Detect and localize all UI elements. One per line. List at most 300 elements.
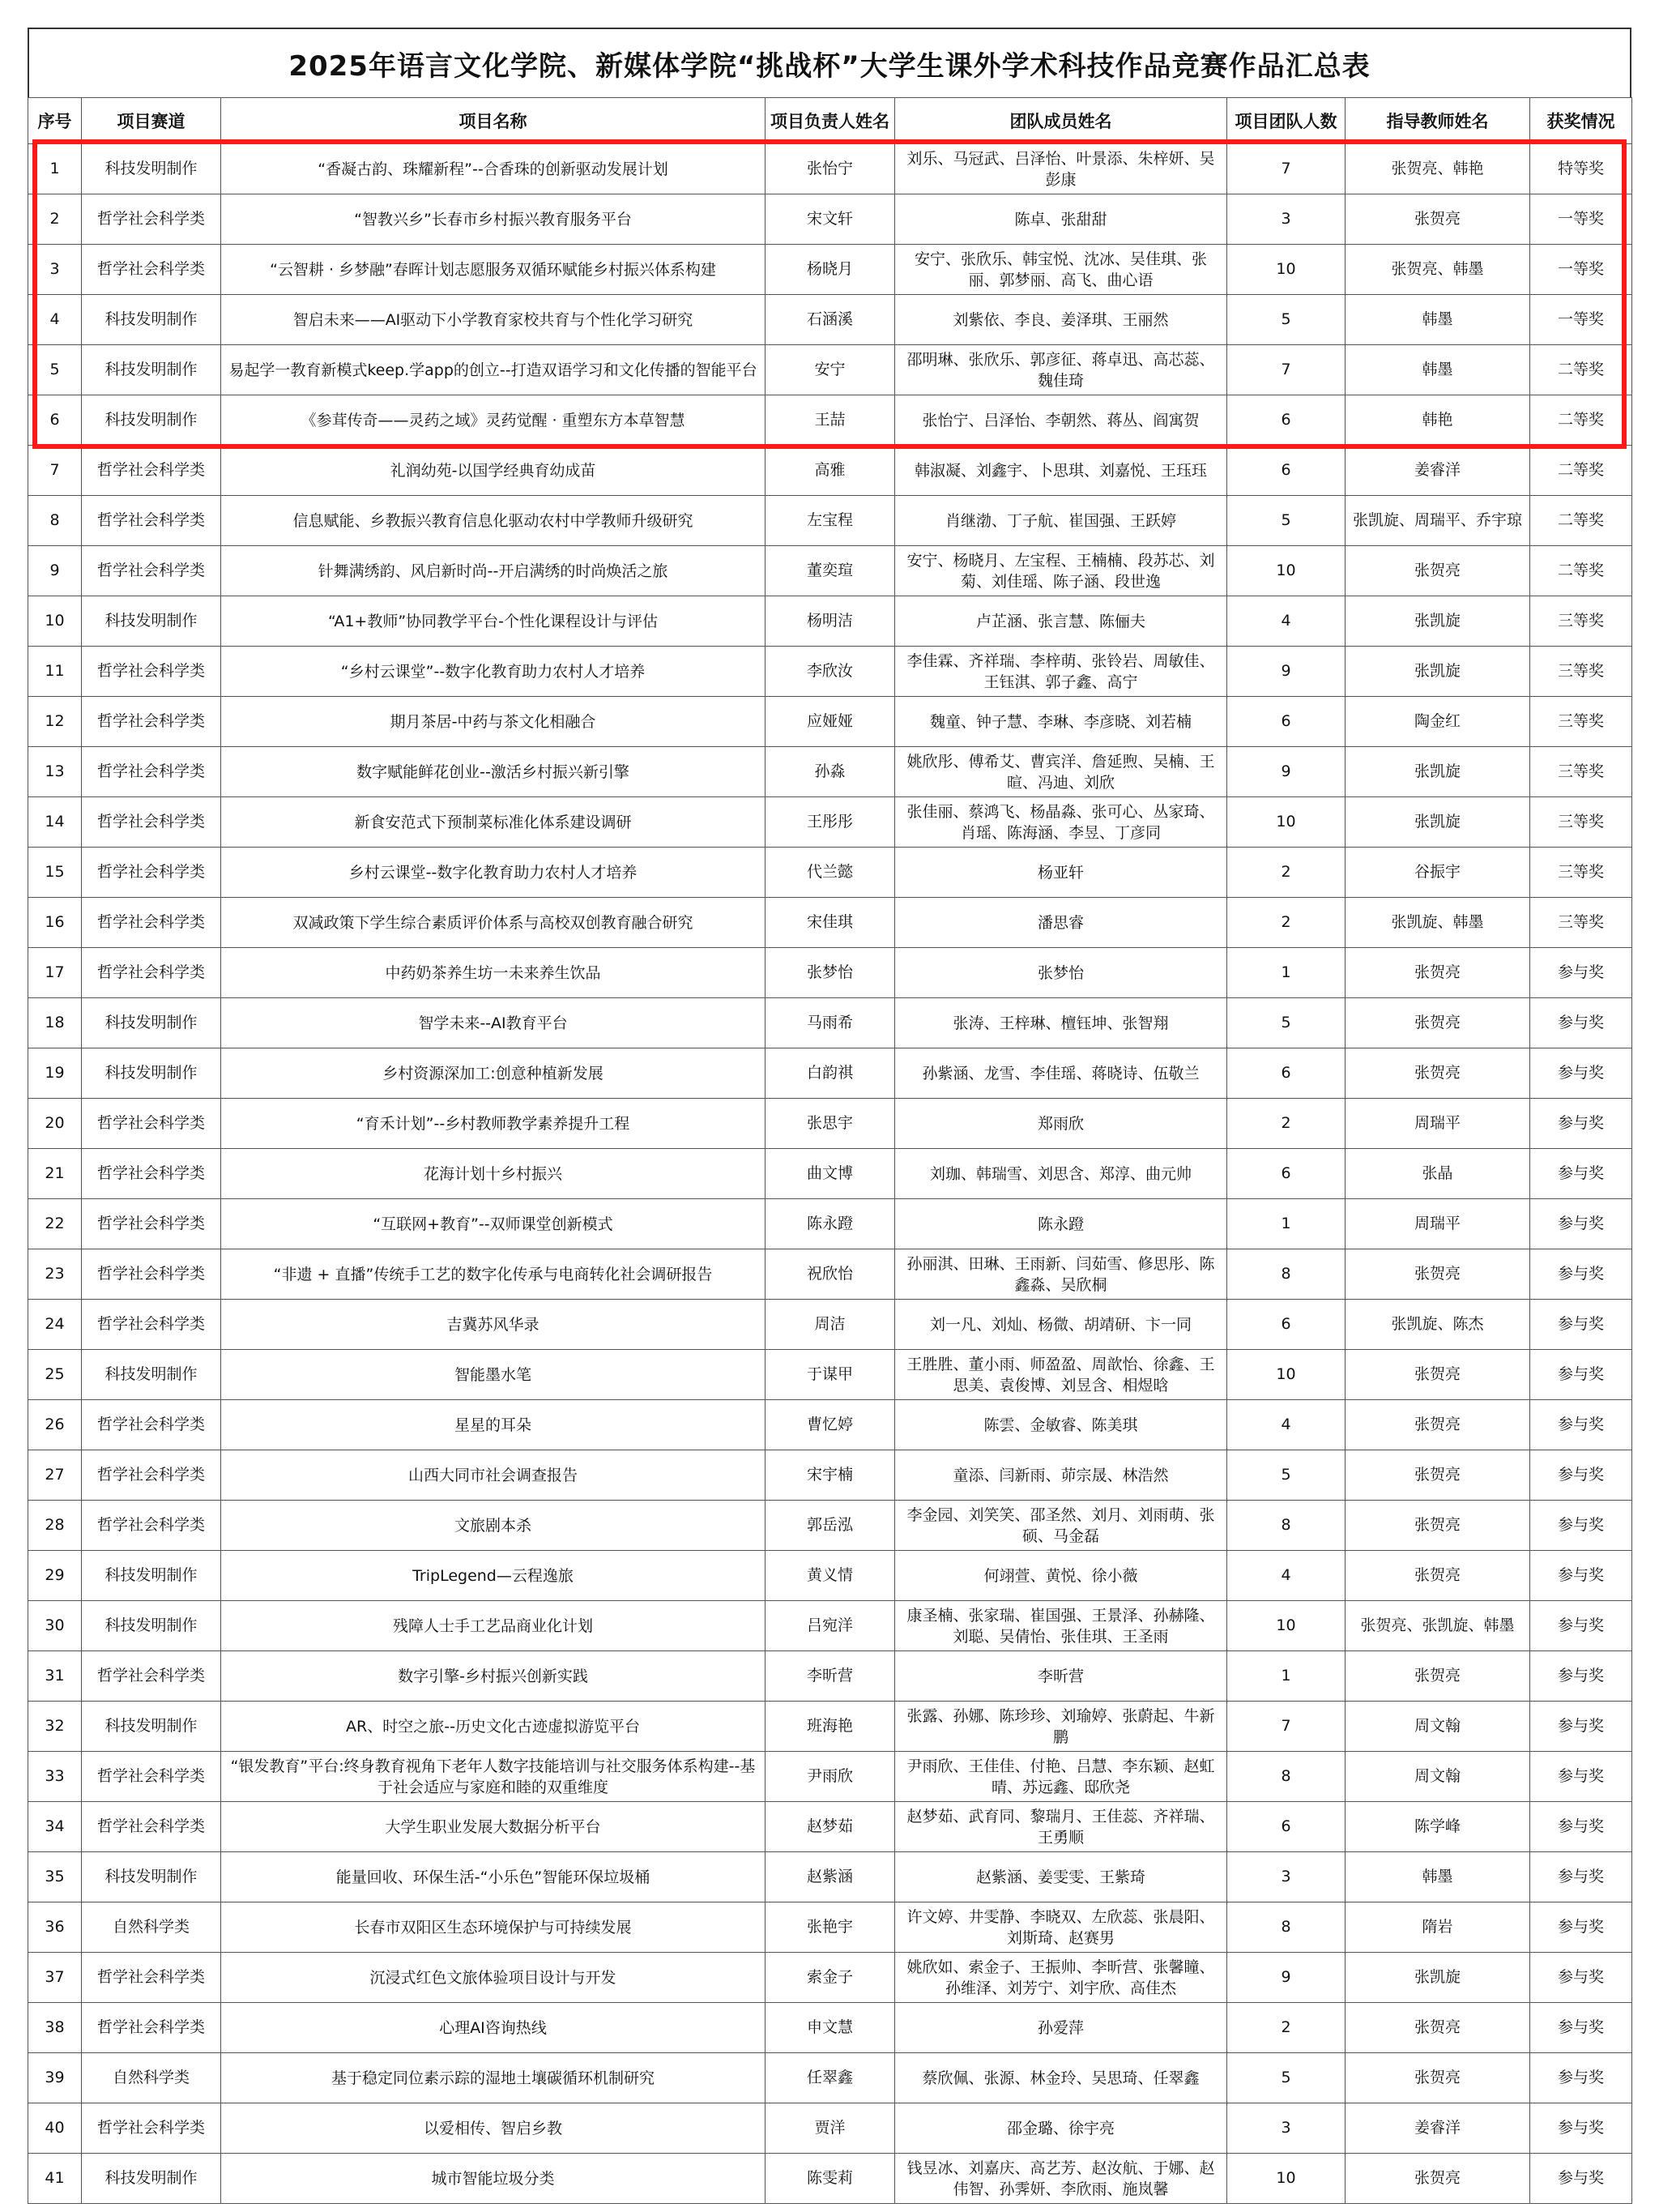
cell-track: 科技发明制作	[82, 2154, 221, 2204]
cell-advisor: 韩艳	[1346, 395, 1530, 446]
summary-table	[28, 97, 1632, 2204]
cell-track: 哲学社会科学类	[82, 1249, 221, 1300]
cell-members: 陈永蹬	[895, 1199, 1227, 1249]
cell-members: 李金园、刘笑笑、邵圣然、刘月、刘雨萌、张硕、马金磊	[895, 1501, 1227, 1551]
cell-award: 参与奖	[1530, 1048, 1632, 1099]
cell-project-name: 星星的耳朵	[221, 1400, 766, 1450]
cell-leader: 申文慧	[766, 2003, 895, 2053]
cell-advisor: 姜睿洋	[1346, 446, 1530, 496]
cell-track: 哲学社会科学类	[82, 1149, 221, 1199]
cell-team-size: 3	[1227, 2103, 1346, 2154]
cell-no: 18	[28, 998, 82, 1048]
cell-no: 33	[28, 1752, 82, 1802]
table-row	[28, 596, 1632, 647]
cell-members: 张涛、王梓琳、檀钰坤、张智翔	[895, 998, 1227, 1048]
cell-award: 二等奖	[1530, 546, 1632, 596]
cell-track: 科技发明制作	[82, 395, 221, 446]
table-row	[28, 1702, 1632, 1752]
table-row	[28, 848, 1632, 898]
cell-advisor: 张贺亮、韩墨	[1346, 245, 1530, 295]
cell-members: 李昕营	[895, 1651, 1227, 1702]
cell-advisor: 张凯旋	[1346, 747, 1530, 797]
cell-track: 哲学社会科学类	[82, 697, 221, 747]
cell-advisor: 张贺亮	[1346, 1400, 1530, 1450]
cell-no: 38	[28, 2003, 82, 2053]
cell-members: 邵明琳、张欣乐、郭彦征、蒋卓迅、高芯蕊、魏佳琦	[895, 345, 1227, 395]
cell-no: 16	[28, 898, 82, 948]
cell-team-size: 10	[1227, 1350, 1346, 1400]
cell-award: 一等奖	[1530, 295, 1632, 345]
cell-team-size: 8	[1227, 1902, 1346, 1953]
cell-award: 参与奖	[1530, 1099, 1632, 1149]
cell-track: 科技发明制作	[82, 1601, 221, 1651]
cell-members: 魏童、钟子慧、李琳、李彦晓、刘若楠	[895, 697, 1227, 747]
cell-members: 许文婷、井雯静、李晓双、左欣蕊、张晨阳、刘斯琦、赵赛男	[895, 1902, 1227, 1953]
award-summary-sheet	[28, 28, 1631, 2204]
cell-members: 李佳霖、齐祥瑞、李梓萌、张铃岩、周敏佳、王钰淇、郭子鑫、高宁	[895, 647, 1227, 697]
cell-project-name: 以爱相传、智启乡教	[221, 2103, 766, 2154]
cell-members: 孙爱萍	[895, 2003, 1227, 2053]
table-row	[28, 1149, 1632, 1199]
cell-leader: 张梦怡	[766, 948, 895, 998]
cell-advisor: 张贺亮	[1346, 1450, 1530, 1501]
cell-no: 39	[28, 2053, 82, 2103]
cell-leader: 孙淼	[766, 747, 895, 797]
cell-award: 参与奖	[1530, 2053, 1632, 2103]
cell-team-size: 7	[1227, 144, 1346, 194]
table-row	[28, 1802, 1632, 1852]
cell-no: 15	[28, 848, 82, 898]
table-row	[28, 797, 1632, 848]
cell-project-name: “育禾计划”--乡村教师教学素养提升工程	[221, 1099, 766, 1149]
table-row	[28, 2154, 1632, 2204]
cell-award: 参与奖	[1530, 1149, 1632, 1199]
cell-members: 张梦怡	[895, 948, 1227, 998]
cell-track: 哲学社会科学类	[82, 898, 221, 948]
cell-team-size: 4	[1227, 1400, 1346, 1450]
cell-no: 2	[28, 194, 82, 245]
table-row	[28, 1551, 1632, 1601]
cell-team-size: 6	[1227, 1300, 1346, 1350]
cell-leader: 代兰懿	[766, 848, 895, 898]
cell-leader: 王喆	[766, 395, 895, 446]
cell-project-name: 针舞满绣韵、风启新时尚--开启满绣的时尚焕活之旅	[221, 546, 766, 596]
cell-advisor: 韩墨	[1346, 345, 1530, 395]
cell-advisor: 张贺亮	[1346, 1501, 1530, 1551]
cell-team-size: 10	[1227, 797, 1346, 848]
cell-award: 三等奖	[1530, 848, 1632, 898]
cell-advisor: 姜睿洋	[1346, 2103, 1530, 2154]
cell-award: 二等奖	[1530, 395, 1632, 446]
cell-leader: 高雅	[766, 446, 895, 496]
cell-members: 钱昱冰、刘嘉庆、高艺芳、赵汝航、于娜、赵伟智、孙霁妍、李欣雨、施岚馨	[895, 2154, 1227, 2204]
cell-award: 参与奖	[1530, 1450, 1632, 1501]
cell-leader: 索金子	[766, 1953, 895, 2003]
cell-advisor: 张凯旋、周瑞平、乔宇琼	[1346, 496, 1530, 546]
cell-track: 哲学社会科学类	[82, 848, 221, 898]
cell-leader: 张怡宁	[766, 144, 895, 194]
cell-award: 参与奖	[1530, 1350, 1632, 1400]
cell-project-name: 乡村云课堂--数字化教育助力农村人才培养	[221, 848, 766, 898]
cell-advisor: 张凯旋	[1346, 596, 1530, 647]
table-row	[28, 345, 1632, 395]
table-row	[28, 647, 1632, 697]
cell-no: 22	[28, 1199, 82, 1249]
table-row	[28, 194, 1632, 245]
cell-no: 37	[28, 1953, 82, 2003]
cell-track: 哲学社会科学类	[82, 1501, 221, 1551]
cell-award: 参与奖	[1530, 1852, 1632, 1902]
cell-leader: 周洁	[766, 1300, 895, 1350]
cell-track: 科技发明制作	[82, 144, 221, 194]
cell-no: 19	[28, 1048, 82, 1099]
cell-project-name: 数字引擎-乡村振兴创新实践	[221, 1651, 766, 1702]
cell-track: 哲学社会科学类	[82, 948, 221, 998]
cell-project-name: 智学未来--AI教育平台	[221, 998, 766, 1048]
cell-project-name: 残障人士手工艺品商业化计划	[221, 1601, 766, 1651]
cell-award: 参与奖	[1530, 1601, 1632, 1651]
table-row	[28, 2003, 1632, 2053]
cell-team-size: 2	[1227, 1099, 1346, 1149]
cell-leader: 马雨希	[766, 998, 895, 1048]
cell-project-name: 信息赋能、乡教振兴教育信息化驱动农村中学教师升级研究	[221, 496, 766, 546]
cell-leader: 宋文轩	[766, 194, 895, 245]
cell-no: 4	[28, 295, 82, 345]
cell-team-size: 6	[1227, 395, 1346, 446]
cell-leader: 于谋甲	[766, 1350, 895, 1400]
cell-award: 参与奖	[1530, 1651, 1632, 1702]
cell-leader: 左宝程	[766, 496, 895, 546]
header-project-name: 项目名称	[221, 98, 766, 144]
cell-team-size: 1	[1227, 1199, 1346, 1249]
cell-no: 1	[28, 144, 82, 194]
cell-advisor: 张贺亮	[1346, 1249, 1530, 1300]
table-header-row	[28, 98, 1632, 144]
cell-track: 科技发明制作	[82, 596, 221, 647]
cell-track: 哲学社会科学类	[82, 546, 221, 596]
cell-project-name: 智能墨水笔	[221, 1350, 766, 1400]
cell-track: 哲学社会科学类	[82, 647, 221, 697]
cell-team-size: 2	[1227, 2003, 1346, 2053]
cell-members: 赵梦茹、武育同、黎瑞月、王佳蕊、齐祥瑞、王勇顺	[895, 1802, 1227, 1852]
cell-project-name: 文旅剧本杀	[221, 1501, 766, 1551]
cell-award: 参与奖	[1530, 1902, 1632, 1953]
cell-leader: 张思宇	[766, 1099, 895, 1149]
cell-no: 25	[28, 1350, 82, 1400]
cell-members: 刘乐、马冠武、吕泽怡、叶景添、朱梓妍、吴彭康	[895, 144, 1227, 194]
header-members: 团队成员姓名	[895, 98, 1227, 144]
header-leader: 项目负责人姓名	[766, 98, 895, 144]
table-row	[28, 1752, 1632, 1802]
cell-award: 参与奖	[1530, 2103, 1632, 2154]
cell-advisor: 张贺亮	[1346, 194, 1530, 245]
cell-award: 参与奖	[1530, 1551, 1632, 1601]
cell-advisor: 周文翰	[1346, 1702, 1530, 1752]
cell-no: 17	[28, 948, 82, 998]
cell-advisor: 张晶	[1346, 1149, 1530, 1199]
cell-members: 康圣楠、张家瑞、崔国强、王景泽、孙赫隆、刘聪、吴倩怡、张佳琪、王圣雨	[895, 1601, 1227, 1651]
cell-team-size: 2	[1227, 898, 1346, 948]
cell-leader: 班海艳	[766, 1702, 895, 1752]
cell-award: 二等奖	[1530, 446, 1632, 496]
table-row	[28, 1199, 1632, 1249]
cell-track: 哲学社会科学类	[82, 1450, 221, 1501]
cell-award: 参与奖	[1530, 1400, 1632, 1450]
cell-award: 二等奖	[1530, 345, 1632, 395]
cell-leader: 赵紫涵	[766, 1852, 895, 1902]
cell-members: 陈雲、金敏睿、陈美琪	[895, 1400, 1227, 1450]
cell-no: 24	[28, 1300, 82, 1350]
cell-advisor: 韩墨	[1346, 1852, 1530, 1902]
cell-team-size: 8	[1227, 1501, 1346, 1551]
cell-members: 陈卓、张甜甜	[895, 194, 1227, 245]
cell-track: 自然科学类	[82, 2053, 221, 2103]
cell-team-size: 3	[1227, 1852, 1346, 1902]
cell-advisor: 周瑞平	[1346, 1099, 1530, 1149]
cell-advisor: 陈学峰	[1346, 1802, 1530, 1852]
cell-leader: 尹雨欣	[766, 1752, 895, 1802]
cell-award: 参与奖	[1530, 948, 1632, 998]
cell-members: 张佳丽、蔡鸿飞、杨晶淼、张可心、丛家琦、肖瑶、陈海涵、李昱、丁彦同	[895, 797, 1227, 848]
cell-project-name: 城市智能垃圾分类	[221, 2154, 766, 2204]
cell-members: 童添、闫新雨、茆宗晟、林浩然	[895, 1450, 1227, 1501]
cell-team-size: 3	[1227, 194, 1346, 245]
cell-members: 刘一凡、刘灿、杨微、胡靖研、卞一同	[895, 1300, 1227, 1350]
cell-advisor: 张贺亮	[1346, 1551, 1530, 1601]
table-row	[28, 1902, 1632, 1953]
cell-members: 姚欣彤、傅希艾、曹宾洋、詹延煦、吴楠、王暄、冯迪、刘欣	[895, 747, 1227, 797]
cell-track: 科技发明制作	[82, 1852, 221, 1902]
cell-no: 31	[28, 1651, 82, 1702]
cell-team-size: 4	[1227, 596, 1346, 647]
cell-project-name: 花海计划十乡村振兴	[221, 1149, 766, 1199]
cell-team-size: 5	[1227, 496, 1346, 546]
cell-project-name: “A1+教师”协同教学平台-个性化课程设计与评估	[221, 596, 766, 647]
cell-project-name: “非遗 + 直播”传统手工艺的数字化传承与电商转化社会调研报告	[221, 1249, 766, 1300]
cell-track: 哲学社会科学类	[82, 446, 221, 496]
cell-leader: 白韵祺	[766, 1048, 895, 1099]
cell-leader: 曹忆婷	[766, 1400, 895, 1450]
cell-team-size: 5	[1227, 998, 1346, 1048]
cell-leader: 郭岳泓	[766, 1501, 895, 1551]
cell-track: 哲学社会科学类	[82, 1752, 221, 1802]
cell-project-name: AR、时空之旅--历史文化古迹虚拟游览平台	[221, 1702, 766, 1752]
cell-no: 13	[28, 747, 82, 797]
cell-track: 科技发明制作	[82, 1048, 221, 1099]
cell-track: 哲学社会科学类	[82, 1199, 221, 1249]
cell-advisor: 张贺亮、韩艳	[1346, 144, 1530, 194]
cell-no: 30	[28, 1601, 82, 1651]
cell-track: 哲学社会科学类	[82, 1953, 221, 2003]
cell-members: 肖继渤、丁子航、崔国强、王跃婷	[895, 496, 1227, 546]
cell-project-name: 易起学一教育新模式keep.学app的创立--打造双语学习和文化传播的智能平台	[221, 345, 766, 395]
table-row	[28, 1651, 1632, 1702]
cell-team-size: 10	[1227, 546, 1346, 596]
cell-project-name: 能量回收、环保生活-“小乐色”智能环保垃圾桶	[221, 1852, 766, 1902]
cell-project-name: 期月茶居-中药与茶文化相融合	[221, 697, 766, 747]
cell-advisor: 隋岩	[1346, 1902, 1530, 1953]
cell-advisor: 张凯旋	[1346, 797, 1530, 848]
cell-no: 35	[28, 1852, 82, 1902]
cell-leader: 董奕瑄	[766, 546, 895, 596]
table-row	[28, 1501, 1632, 1551]
cell-team-size: 5	[1227, 295, 1346, 345]
cell-no: 32	[28, 1702, 82, 1752]
cell-team-size: 10	[1227, 1601, 1346, 1651]
cell-advisor: 张凯旋、陈杰	[1346, 1300, 1530, 1350]
cell-advisor: 韩墨	[1346, 295, 1530, 345]
cell-no: 5	[28, 345, 82, 395]
cell-track: 哲学社会科学类	[82, 1802, 221, 1852]
cell-project-name: 大学生职业发展大数据分析平台	[221, 1802, 766, 1852]
cell-project-name: 智启未来——AI驱动下小学教育家校共育与个性化学习研究	[221, 295, 766, 345]
cell-leader: 张艳宇	[766, 1902, 895, 1953]
cell-track: 科技发明制作	[82, 1350, 221, 1400]
cell-members: 刘紫依、李良、姜泽琪、王丽然	[895, 295, 1227, 345]
cell-award: 三等奖	[1530, 647, 1632, 697]
cell-award: 一等奖	[1530, 245, 1632, 295]
cell-no: 12	[28, 697, 82, 747]
cell-team-size: 1	[1227, 948, 1346, 998]
cell-award: 参与奖	[1530, 1300, 1632, 1350]
cell-members: 张怡宁、吕泽怡、李朝然、蒋丛、阎寓贺	[895, 395, 1227, 446]
cell-project-name: “银发教育”平台:终身教育视角下老年人数字技能培训与社交服务体系构建--基于社会适应与家庭和睦的双重维度	[221, 1752, 766, 1802]
cell-project-name: “香凝古韵、珠耀新程”--合香珠的创新驱动发展计划	[221, 144, 766, 194]
cell-team-size: 4	[1227, 1551, 1346, 1601]
cell-no: 9	[28, 546, 82, 596]
table-row	[28, 898, 1632, 948]
cell-members: 刘珈、韩瑞雪、刘思含、郑淳、曲元帅	[895, 1149, 1227, 1199]
cell-members: 杨亚轩	[895, 848, 1227, 898]
cell-team-size: 5	[1227, 2053, 1346, 2103]
header-advisor: 指导教师姓名	[1346, 98, 1530, 144]
table-row	[28, 1249, 1632, 1300]
cell-team-size: 6	[1227, 1048, 1346, 1099]
cell-no: 26	[28, 1400, 82, 1450]
cell-team-size: 10	[1227, 2154, 1346, 2204]
cell-award: 参与奖	[1530, 998, 1632, 1048]
cell-track: 科技发明制作	[82, 1551, 221, 1601]
cell-leader: 安宁	[766, 345, 895, 395]
cell-no: 28	[28, 1501, 82, 1551]
cell-no: 36	[28, 1902, 82, 1953]
cell-members: 尹雨欣、王佳佳、付艳、吕慧、李东颖、赵虹晴、苏远鑫、邸欣尧	[895, 1752, 1227, 1802]
cell-advisor: 张贺亮	[1346, 998, 1530, 1048]
cell-leader: 任翠鑫	[766, 2053, 895, 2103]
cell-team-size: 9	[1227, 647, 1346, 697]
cell-leader: 赵梦茹	[766, 1802, 895, 1852]
cell-advisor: 张贺亮	[1346, 2053, 1530, 2103]
cell-award: 三等奖	[1530, 898, 1632, 948]
cell-no: 11	[28, 647, 82, 697]
cell-award: 参与奖	[1530, 1501, 1632, 1551]
cell-track: 哲学社会科学类	[82, 2003, 221, 2053]
cell-advisor: 谷振宇	[1346, 848, 1530, 898]
cell-team-size: 8	[1227, 1249, 1346, 1300]
cell-members: 姚欣如、索金子、王振帅、李昕营、张馨瞳、孙维泽、刘芳宁、刘宇欣、高佳杰	[895, 1953, 1227, 2003]
cell-members: 何翊萱、黄悦、徐小薇	[895, 1551, 1227, 1601]
table-row	[28, 2053, 1632, 2103]
cell-leader: 应娅娅	[766, 697, 895, 747]
cell-members: 张露、孙娜、陈珍珍、刘瑜婷、张蔚起、牛新鹏	[895, 1702, 1227, 1752]
cell-leader: 黄义情	[766, 1551, 895, 1601]
cell-track: 哲学社会科学类	[82, 1400, 221, 1450]
cell-track: 自然科学类	[82, 1902, 221, 1953]
cell-advisor: 张贺亮	[1346, 1651, 1530, 1702]
cell-project-name: 基于稳定同位素示踪的湿地土壤碳循环机制研究	[221, 2053, 766, 2103]
cell-leader: 王彤彤	[766, 797, 895, 848]
cell-no: 6	[28, 395, 82, 446]
cell-team-size: 8	[1227, 1752, 1346, 1802]
cell-project-name: 新食安范式下预制菜标准化体系建设调研	[221, 797, 766, 848]
cell-members: 孙紫涵、龙雪、李佳瑶、蒋晓诗、伍敬兰	[895, 1048, 1227, 1099]
cell-no: 7	[28, 446, 82, 496]
cell-no: 21	[28, 1149, 82, 1199]
cell-advisor: 周文翰	[1346, 1752, 1530, 1802]
cell-track: 哲学社会科学类	[82, 797, 221, 848]
cell-members: 赵紫涵、姜雯雯、王紫琦	[895, 1852, 1227, 1902]
cell-award: 参与奖	[1530, 1802, 1632, 1852]
cell-team-size: 6	[1227, 446, 1346, 496]
cell-members: 蔡欣佩、张源、林金玲、吴思琦、任翠鑫	[895, 2053, 1227, 2103]
cell-team-size: 6	[1227, 1802, 1346, 1852]
cell-members: 卢芷涵、张言慧、陈俪夫	[895, 596, 1227, 647]
cell-leader: 李欣汝	[766, 647, 895, 697]
cell-project-name: “乡村云课堂”--数字化教育助力农村人才培养	[221, 647, 766, 697]
cell-award: 参与奖	[1530, 1249, 1632, 1300]
cell-team-size: 10	[1227, 245, 1346, 295]
cell-leader: 石涵溪	[766, 295, 895, 345]
table-row	[28, 1400, 1632, 1450]
cell-no: 40	[28, 2103, 82, 2154]
table-row	[28, 395, 1632, 446]
table-body	[28, 144, 1632, 2204]
cell-team-size: 9	[1227, 1953, 1346, 2003]
cell-no: 3	[28, 245, 82, 295]
table-row	[28, 1601, 1632, 1651]
cell-award: 特等奖	[1530, 144, 1632, 194]
cell-track: 哲学社会科学类	[82, 747, 221, 797]
cell-award: 参与奖	[1530, 1953, 1632, 2003]
cell-project-name: 山西大同市社会调查报告	[221, 1450, 766, 1501]
cell-track: 科技发明制作	[82, 345, 221, 395]
header-track: 项目赛道	[82, 98, 221, 144]
cell-award: 参与奖	[1530, 1752, 1632, 1802]
cell-award: 参与奖	[1530, 1199, 1632, 1249]
table-row	[28, 1300, 1632, 1350]
cell-members: 韩淑凝、刘鑫宇、卜思琪、刘嘉悦、王珏珏	[895, 446, 1227, 496]
cell-members: 安宁、张欣乐、韩宝悦、沈冰、吴佳琪、张丽、郭梦丽、高飞、曲心语	[895, 245, 1227, 295]
cell-members: 潘思睿	[895, 898, 1227, 948]
cell-track: 哲学社会科学类	[82, 1300, 221, 1350]
cell-advisor: 陶金红	[1346, 697, 1530, 747]
cell-track: 哲学社会科学类	[82, 1099, 221, 1149]
cell-track: 科技发明制作	[82, 998, 221, 1048]
cell-award: 三等奖	[1530, 747, 1632, 797]
cell-no: 29	[28, 1551, 82, 1601]
table-row	[28, 697, 1632, 747]
cell-team-size: 7	[1227, 1702, 1346, 1752]
cell-track: 哲学社会科学类	[82, 194, 221, 245]
cell-project-name: “智教兴乡”长春市乡村振兴教育服务平台	[221, 194, 766, 245]
table-row	[28, 1852, 1632, 1902]
cell-advisor: 张贺亮	[1346, 1350, 1530, 1400]
cell-track: 哲学社会科学类	[82, 1651, 221, 1702]
cell-no: 14	[28, 797, 82, 848]
cell-leader: 李昕营	[766, 1651, 895, 1702]
cell-team-size: 2	[1227, 848, 1346, 898]
cell-no: 27	[28, 1450, 82, 1501]
